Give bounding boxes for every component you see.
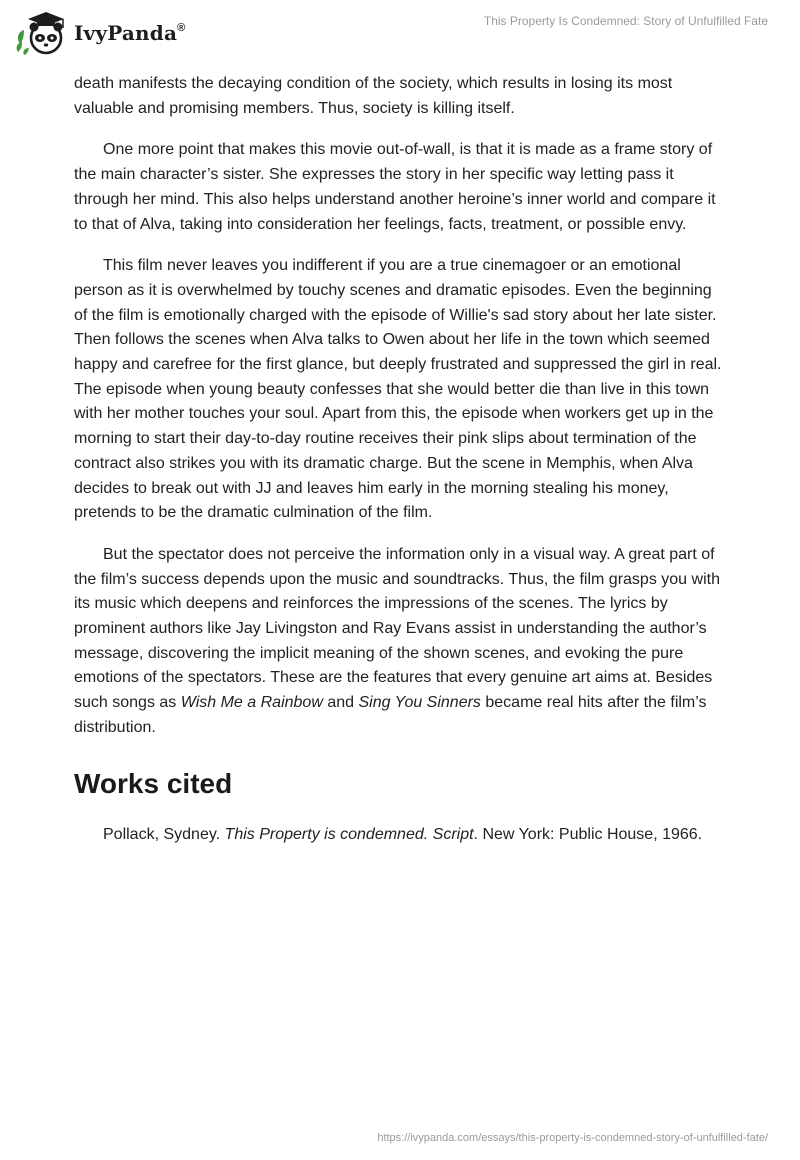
works-cited-heading: Works cited: [74, 767, 233, 799]
song-title: Sing You Sinners: [358, 694, 481, 712]
paragraph: This film never leaves you indifferent if you are a true cinemagoer or an emotional person as it is overwhelmed by touchy scenes and dramatic episodes. Even the beginning of the film is emotionally charged with the episode of Willie's sad story about her late sister. Then follows the scenes when Alva talks to Owen about her life in the town which seemed happy and carefree for the first glance, but deeply frustrated and suppressed the girl in real. The episode when young beauty confesses that she would better die than live in this town with her mother touches your soul. Apart from this, the episode when workers get up in the morning to start their day-to-day routine receives their pink slips about termination of the contract also strikes you with its dramatic charge. But the scene in Memphis, when Alva decides to break out with JJ and leaves him early in the morning stealing his money, pretends to be the dramatic culmination of the film.: [74, 257, 722, 522]
essay-body: [74, 72, 724, 864]
page-header: [0, 0, 800, 70]
citation-title: This Property is condemned. Script: [224, 825, 474, 843]
paragraph: death manifests the decaying condition of the society, which results in losing its most valuable and promising members. Thus, society is killing itself.: [74, 75, 673, 117]
citation-entry: Pollack, Sydney. This Property is condemned. Script. New York: Public House, 1966.: [103, 825, 703, 843]
document-title: This Property Is Condemned: Story of Unfulfilled Fate: [483, 14, 768, 28]
brand-name: IvyPanda®: [74, 21, 186, 45]
ivypanda-logo[interactable]: [14, 8, 185, 58]
paragraph: One more point that makes this movie out-of-wall, is that it is made as a frame story of the main character’s sister. She expresses the story in her specific way letting pass it through her mind. This also helps understand another heroine’s inner world and compare it to that of Alva, taking into consideration her feelings, facts, treatment, or possible envy.: [74, 141, 716, 233]
paragraph: But the spectator does not perceive the information only in a visual way. A great part of the film’s success depends upon the music and soundtracks. Thus, the film grasps you with its music which deepens and reinforces the impressions of the scenes. The lyrics by prominent authors like Jay Livingston and Ray Evans assist in understanding the author’s message, discovering the implicit meaning of the shown scenes, and evoking the pure emotions of the spectators. These are the features that every genuine art aims at. Besides such songs as Wish Me a Rainbow and Sing You Sinners became real hits after the film’s distribution.: [74, 545, 720, 736]
panda-graduate-icon: [14, 8, 72, 58]
source-url[interactable]: https://ivypanda.com/essays/this-property-is-condemned-story-of-unfulfilled-fate/: [377, 1132, 768, 1144]
song-title: Wish Me a Rainbow: [180, 694, 323, 712]
